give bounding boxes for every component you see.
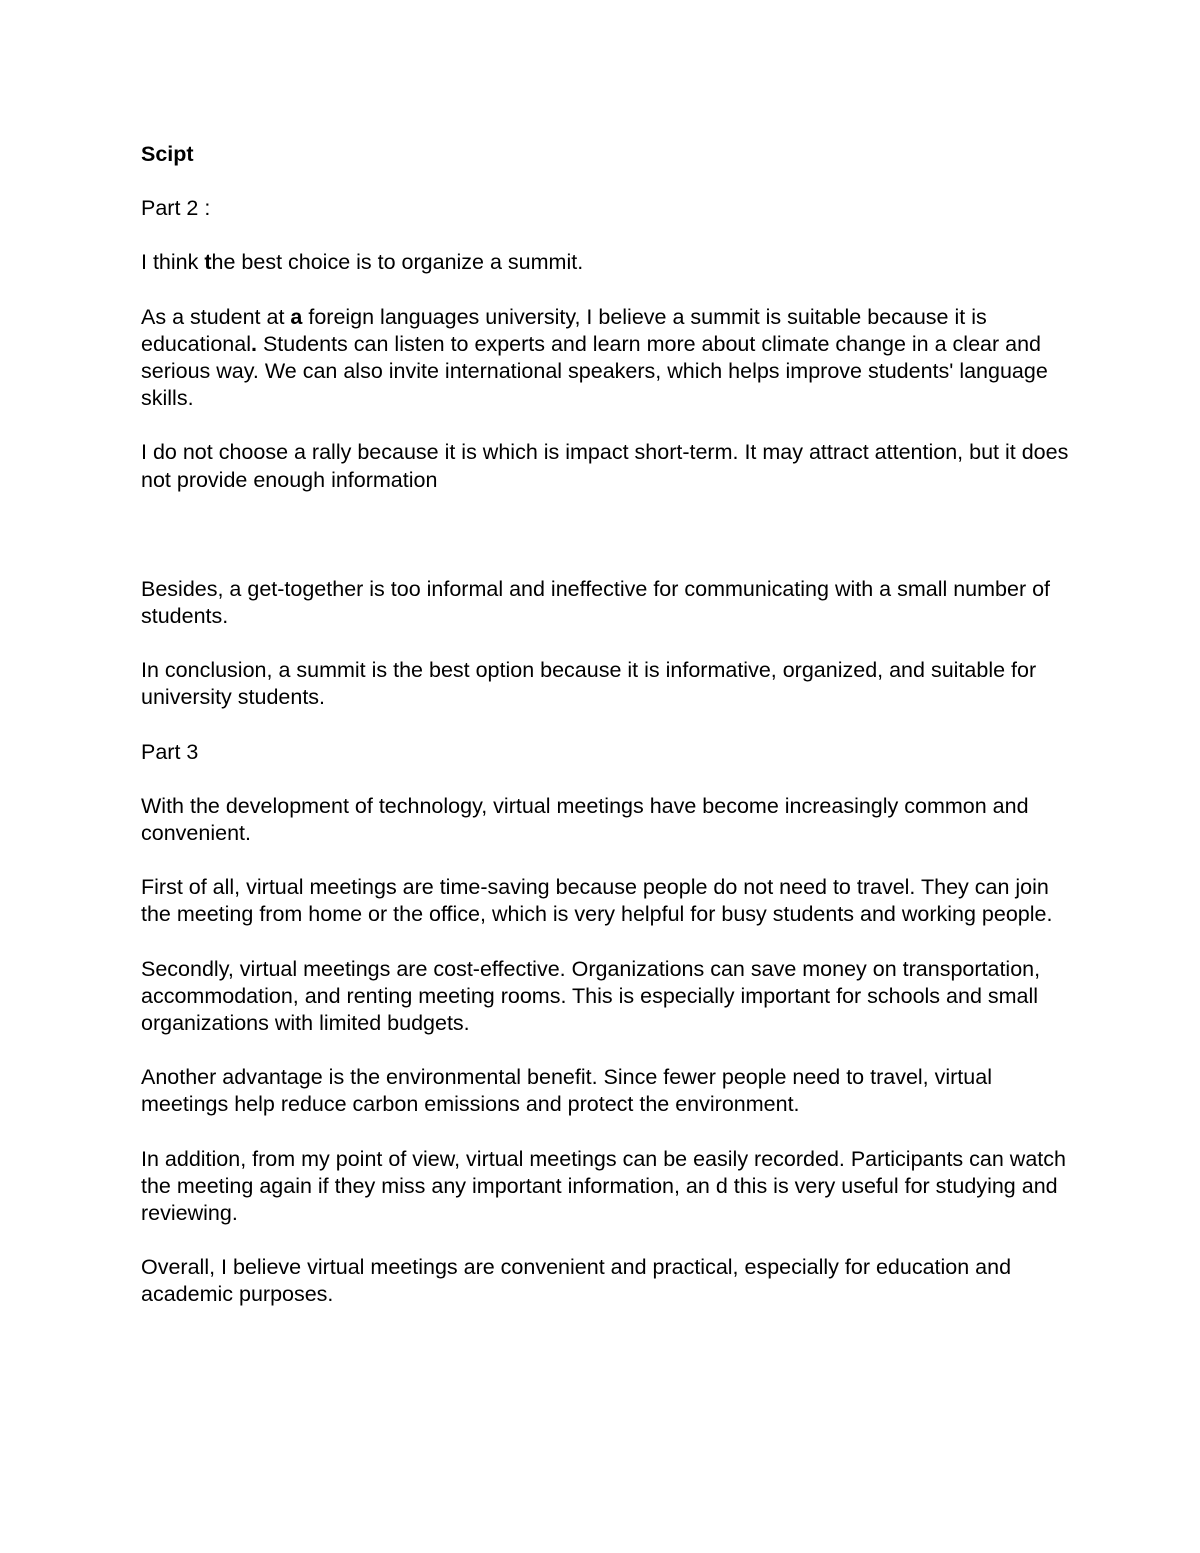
part2-paragraph-4: Besides, a get-together is too informal and ineffective for communicating with a small number of students. xyxy=(141,576,1051,629)
document-body xyxy=(141,141,1071,1336)
part3-paragraph-3: Secondly, virtual meetings are cost-effective. Organizations can save money on transportation, accommodation, and renting meeting rooms. This is especially important for schools and small organizations with limited budgets. xyxy=(141,956,1041,1036)
part2-paragraph-1 xyxy=(141,249,1071,276)
part2-paragraph-2 xyxy=(141,304,1071,413)
part2-paragraph-3: I do not choose a rally because it is which is impact short-term. It may attract attention, but it does not provide enough information xyxy=(141,440,1069,492)
part3-heading: Part 3 xyxy=(141,739,199,764)
part3-paragraph-6: Overall, I believe virtual meetings are convenient and practical, especially for education and academic purposes. xyxy=(141,1255,1012,1307)
text-run: he best choice is to organize a summit. xyxy=(211,250,584,275)
bold-text-run: t xyxy=(204,250,212,275)
text-run: I think xyxy=(141,250,205,275)
bold-text-run: . xyxy=(250,331,257,356)
document-title: Scipt xyxy=(141,142,194,166)
text-run: foreign languages university, I believe a summit is suitable because it is educational xyxy=(141,304,987,356)
part3-paragraph-1: With the development of technology, virtual meetings have become increasingly common and convenient. xyxy=(141,793,1029,846)
bold-text-run: a xyxy=(290,304,303,329)
text-run: As a student at xyxy=(141,304,291,329)
text-run: Students can listen to experts and learn more about climate change in a clear and serious way. We can also invite international speakers, which helps improve students' language skills. xyxy=(141,331,1048,411)
part3-paragraph-4: Another advantage is the environmental benefit. Since fewer people need to travel, virtual meetings help reduce carbon emissions and protect the environment. xyxy=(141,1065,992,1117)
part3-paragraph-5: In addition, from my point of view, virtual meetings can be easily recorded. Participants can watch the meeting again if they miss any important information, an d this is very useful for studying and reviewing. xyxy=(141,1146,1066,1226)
part3-paragraph-2: First of all, virtual meetings are time-saving because people do not need to travel. They can join the meeting from home or the office, which is very helpful for busy students and working people. xyxy=(141,875,1053,927)
part2-paragraph-5: In conclusion, a summit is the best option because it is informative, organized, and suitable for university students. xyxy=(141,658,1037,710)
part2-heading: Part 2 : xyxy=(141,196,211,221)
